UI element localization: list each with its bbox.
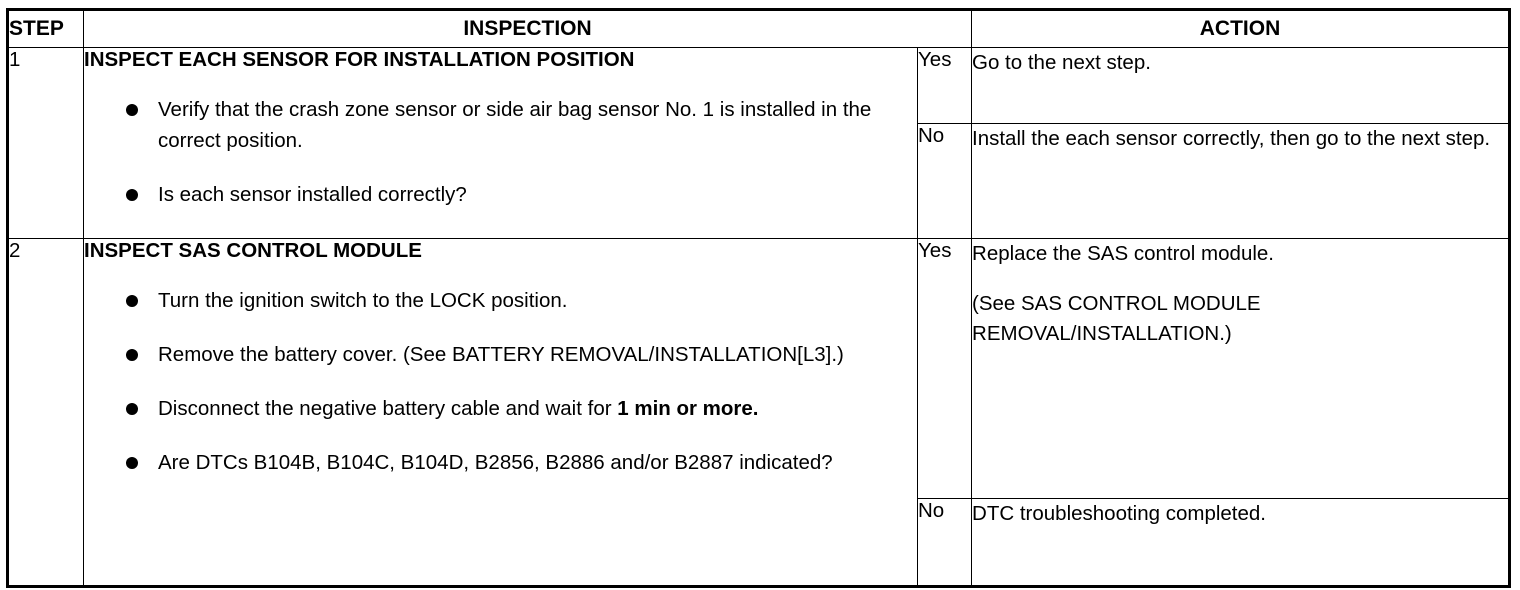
list-item: Remove the battery cover. (See BATTERY REMOVAL/INSTALLATION[L3].): [84, 339, 917, 370]
table-row: [8, 239, 1510, 499]
table-row: [8, 48, 1510, 124]
action-text: Replace the SAS control module.: [972, 242, 1274, 265]
step-number: 1: [8, 48, 84, 239]
bullet-icon: [126, 189, 138, 201]
action-text: DTC troubleshooting completed.: [972, 502, 1267, 525]
yes-label: Yes: [918, 48, 972, 124]
inspection-title: INSPECT EACH SENSOR FOR INSTALLATION POSITION: [84, 48, 635, 71]
list-item: Disconnect the negative battery cable and wait for 1 min or more.: [84, 393, 917, 424]
list-item: Is each sensor installed correctly?: [84, 179, 917, 210]
inspection-cell: [84, 48, 918, 239]
step-number: 2: [8, 239, 84, 587]
inspection-bullets: [84, 94, 917, 210]
list-item: Are DTCs B104B, B104C, B104D, B2856, B2886 and/or B2887 indicated?: [84, 447, 917, 478]
action-text: Install the each sensor correctly, then go to the next step.: [972, 127, 1491, 150]
no-action-cell: [972, 124, 1510, 239]
list-item: Verify that the crash zone sensor or side air bag sensor No. 1 is installed in the correct position.: [84, 94, 917, 156]
action-text: Go to the next step.: [972, 51, 1151, 74]
diagnostic-procedure-table: [6, 8, 1511, 588]
list-item: Turn the ignition switch to the LOCK position.: [84, 285, 917, 316]
no-action-cell: [972, 499, 1510, 587]
yes-label: Yes: [918, 239, 972, 499]
action-column-header: ACTION: [972, 10, 1510, 48]
inspection-title: INSPECT SAS CONTROL MODULE: [84, 239, 422, 262]
table-header-row: [8, 10, 1510, 48]
bullet-icon: [126, 104, 138, 116]
no-label: No: [918, 124, 972, 239]
bullet-icon: [126, 457, 138, 469]
no-label: No: [918, 499, 972, 587]
yes-action-cell: [972, 239, 1510, 499]
bullet-icon: [126, 349, 138, 361]
action-reference: (See SAS CONTROL MODULE REMOVAL/INSTALLATION.): [972, 292, 1261, 345]
inspection-bullets: [84, 285, 917, 478]
inspection-column-header: INSPECTION: [84, 10, 972, 48]
step-column-header: STEP: [8, 10, 84, 48]
inspection-cell: [84, 239, 918, 587]
bullet-icon: [126, 295, 138, 307]
yes-action-cell: [972, 48, 1510, 124]
bullet-icon: [126, 403, 138, 415]
